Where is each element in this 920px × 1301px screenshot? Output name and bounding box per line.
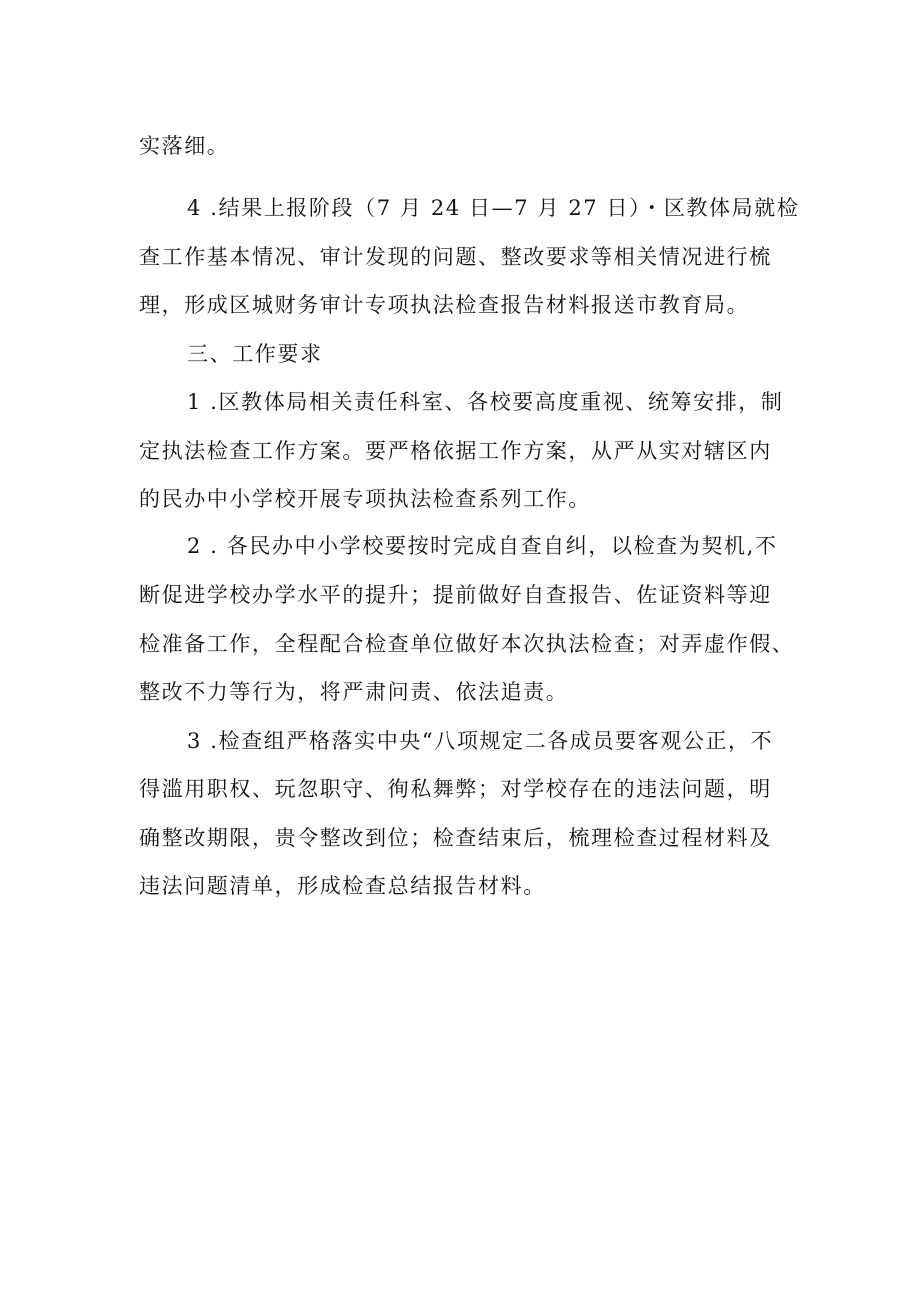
text-line: 定执法检查工作方案。要严格依据工作方案，从严从实对辖区内 xyxy=(139,439,772,463)
text-line: 违法问题清单，形成检查总结报告材料。 xyxy=(139,874,546,898)
text-line: 检准备工作，全程配合检查单位做好本次执法检查；对弄虚作假、 xyxy=(139,632,795,656)
text-line-item-2-start: 2 . 各民办中小学校要按时完成自查自纠，以检查为契机,不 xyxy=(187,534,778,558)
text-line: 得滥用职权、玩忽职守、徇私舞弊；对学校存在的违法问题，明 xyxy=(139,777,772,801)
text-line: 理，形成区城财务审计专项执法检查报告材料报送市教育局。 xyxy=(139,293,750,317)
text-line: 整改不力等行为，将严肃问责、依法追责。 xyxy=(139,680,569,704)
text-line: 断促进学校办学水平的提升；提前做好自查报告、佐证资料等迎 xyxy=(139,583,772,607)
text-line: 查工作基本情况、审计发现的问题、整改要求等相关情况进行梳 xyxy=(139,245,772,269)
text-line-item-3-start: 3 .检查组严格落实中央“八项规定二各成员要客观公正，不 xyxy=(187,729,774,753)
text-line-item-4-start: 4 .结果上报阶段（7 月 24 日—7 月 27 日）・区教体局就检 xyxy=(187,196,800,220)
text-line: 确整改期限，贵令整改到位；检查结束后，梳理检查过程材料及 xyxy=(139,826,772,850)
text-line: 的民办中小学校开展专项执法检查系列工作。 xyxy=(139,487,591,511)
text-line-item-1-start: 1 .区教体局相关责任科室、各校要高度重视、统筹安排，制 xyxy=(187,390,784,414)
text-line-continuation: 实落细。 xyxy=(139,134,230,158)
section-heading: 三、工作要求 xyxy=(187,342,323,366)
